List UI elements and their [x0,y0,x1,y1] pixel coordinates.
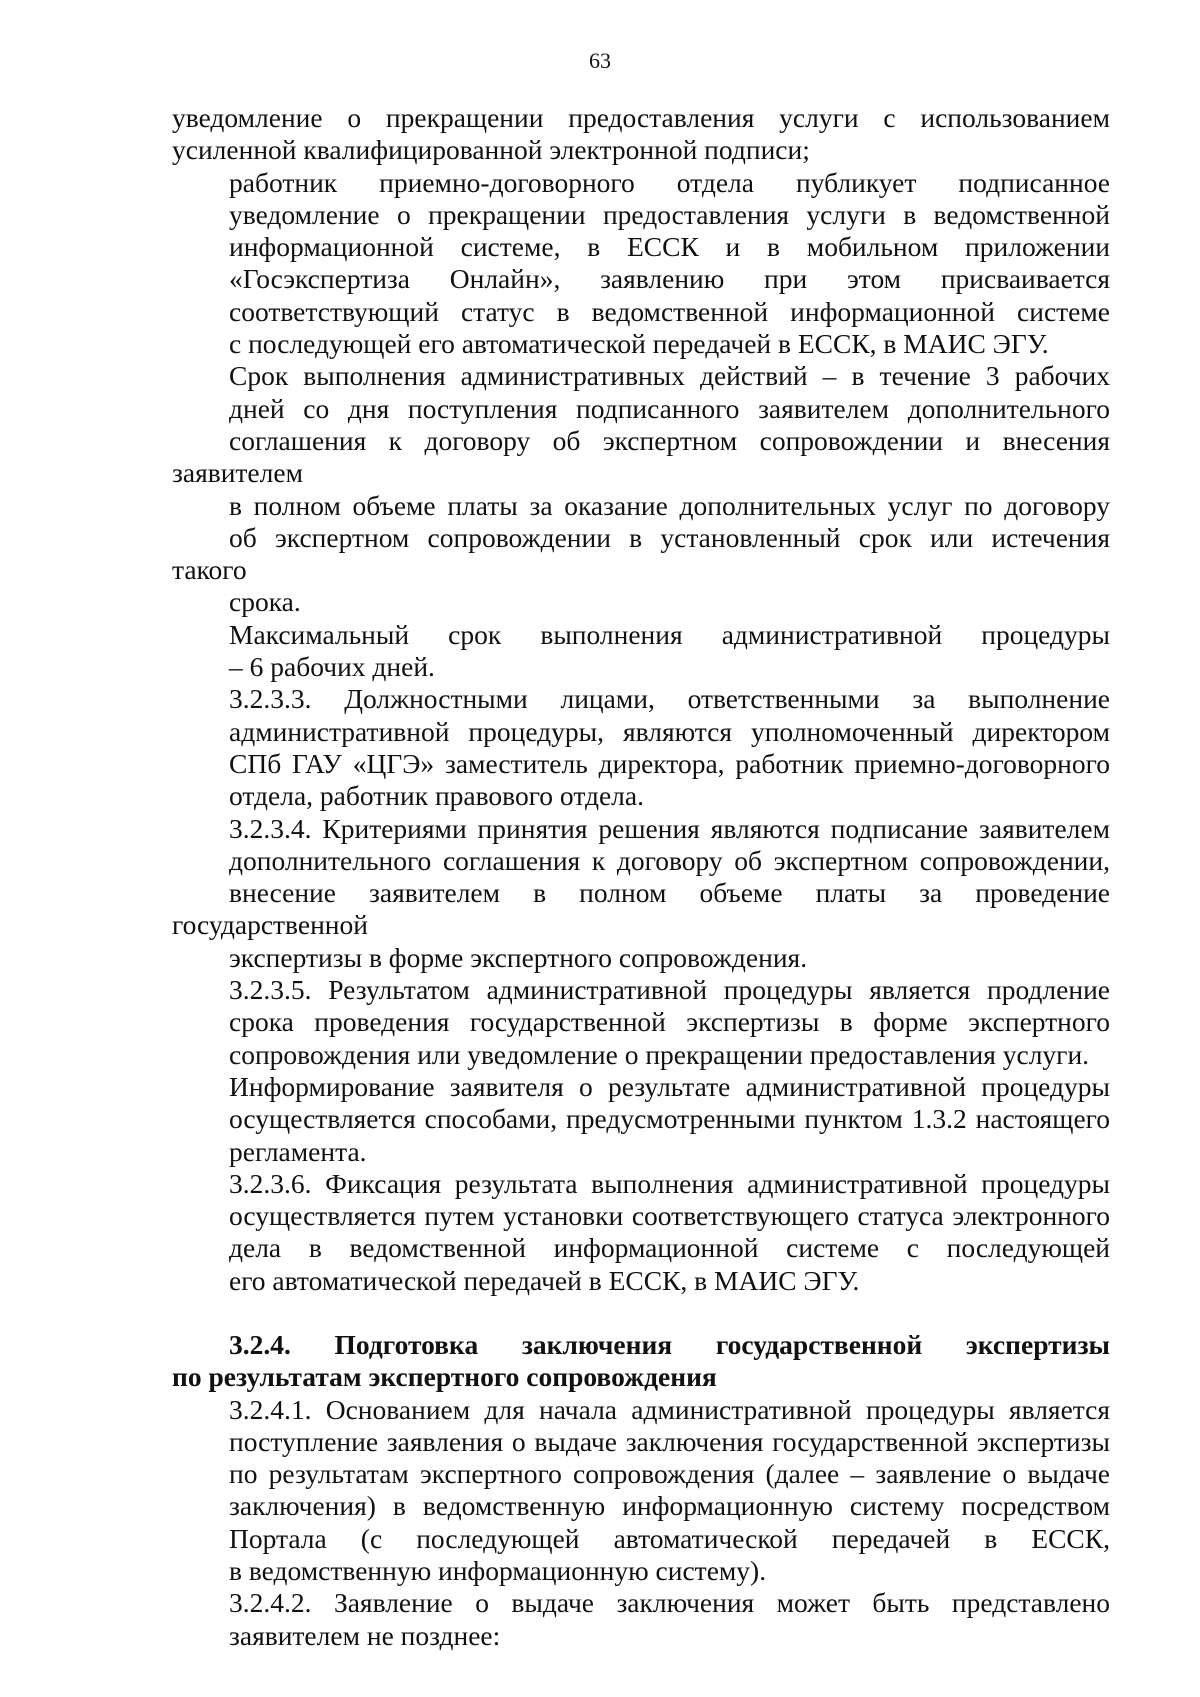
text-line: осуществляется путем установки соответствующего статуса электронного [229,1200,1110,1232]
text-line: работник приемно-договорного отдела публикует подписанное [229,166,1110,198]
text-line: отдела, работник правового отдела. [229,780,644,812]
text-line: уведомление о прекращении предоставления услуги с использованием [172,102,1110,133]
text-line: – 6 рабочих дней. [229,651,435,683]
text-line: заявителем не позднее: [229,1619,501,1651]
text-line: усиленной квалифицированной электронной подписи; [172,134,810,166]
text-line: поступление заявления о выдаче заключения государственной экспертизы [229,1425,1110,1457]
section-3-2-4-text [172,1394,1110,1652]
text-line: внесение заявителем в полном объеме платы за проведение государственной [172,877,1110,941]
text-line: дополнительного соглашения к договору об экспертном сопровождении, [229,844,1110,876]
paragraph [172,360,1110,618]
text-line: регламента. [229,1135,367,1167]
paragraph [172,619,1110,684]
section-spacer [172,1297,1110,1329]
heading-line: по результатам экспертного сопровождения [172,1361,717,1393]
text-line: сопровождения или уведомление о прекращении предоставления услуги. [229,1038,1090,1070]
paragraph [172,167,1110,361]
document-body [172,102,1110,1652]
heading-line: 3.2.4. Подготовка заключения государственной экспертизы [229,1328,1110,1360]
text-line: с последующей его автоматической передачей в ЕССК, в МАИС ЭГУ. [229,328,1049,360]
text-line: 3.2.4.1. Основанием для начала административной процедуры является [229,1393,1110,1425]
text-line: его автоматической передачей в ЕССК, в МАИС ЭГУ. [229,1264,860,1296]
text-line: информационной системе, в ЕССК и в мобильном приложении [229,231,1110,263]
text-line: в полном объеме платы за оказание дополнительных услуг по договору [229,489,1110,521]
text-line: заключения) в ведомственную информационную систему посредством [229,1490,1110,1522]
paragraph [172,1394,1110,1588]
text-line: по результатам экспертного сопровождения (далее – заявление о выдаче [229,1458,1110,1490]
section-heading-3-2-4 [172,1329,1110,1394]
text-line: уведомление о прекращении предоставления услуги в ведомственной [229,198,1110,230]
text-line: 3.2.3.3. Должностными лицами, ответственными за выполнение [229,683,1110,715]
text-line: дней со дня поступления подписанного заявителем дополнительного [229,392,1110,424]
text-line: Максимальный срок выполнения административной процедуры [229,618,1110,650]
text-line: СПб ГАУ «ЦГЭ» заместитель директора, работник приемно-договорного [229,747,1110,779]
paragraph [172,683,1110,812]
paragraph [172,1168,1110,1297]
text-line: Портала (с последующей автоматической передачей в ЕССК, [229,1522,1110,1554]
section-3-2-3-text [172,102,1110,1297]
text-line: 3.2.3.4. Критериями принятия решения являются подписание заявителем [229,812,1110,844]
text-line: в ведомственную информационную систему). [229,1555,767,1587]
text-line: 3.2.3.5. Результатом административной процедуры является продление [229,974,1110,1006]
text-line: «Госэкспертиза Онлайн», заявлению при этом присваивается [229,263,1110,295]
text-line: административной процедуры, являются уполномоченный директором [229,715,1110,747]
text-line: экспертизы в форме экспертного сопровождения. [229,941,808,973]
paragraph [172,974,1110,1071]
text-line: дела в ведомственной информационной системе с последующей [229,1232,1110,1264]
section-heading [172,1329,1110,1394]
paragraph [172,102,1110,167]
text-line: об экспертном сопровождении в установленный срок или истечения такого [172,521,1110,586]
text-line: срока проведения государственной экспертизы в форме экспертного [229,1006,1110,1038]
text-line: осуществляется способами, предусмотренными пунктом 1.3.2 настоящего [229,1103,1110,1135]
text-line: Срок выполнения административных действий – в течение 3 рабочих [229,360,1110,392]
text-line: 3.2.3.6. Фиксация результата выполнения административной процедуры [229,1167,1110,1199]
text-line: 3.2.4.2. Заявление о выдаче заключения может быть представлено [229,1587,1110,1619]
paragraph [172,813,1110,974]
paragraph [172,1071,1110,1168]
page-number: 63 [589,48,611,73]
paragraph [172,1587,1110,1652]
text-line: Информирование заявителя о результате административной процедуры [229,1070,1110,1102]
text-line: соглашения к договору об экспертном сопровождении и внесения заявителем [172,424,1110,489]
text-line: срока. [229,586,301,618]
text-line: соответствующий статус в ведомственной информационной системе [229,295,1110,327]
